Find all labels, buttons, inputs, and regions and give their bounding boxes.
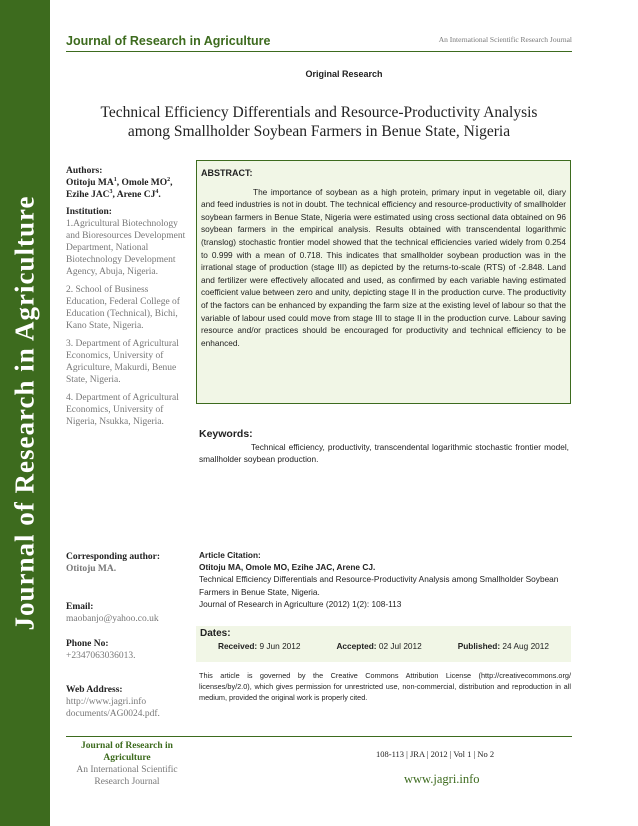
institution-2: 2. School of Business Education, Federal College of Education (Technical), Bichi, Kano State, Nigeria. <box>66 285 180 331</box>
corresponding-label: Corresponding author: <box>66 552 161 562</box>
email-label: Email: <box>66 602 94 612</box>
article-title-line2: among Smallholder Soybean Farmers in Benue State, Nigeria <box>127 123 511 140</box>
corresponding-value: Otitoju MA. <box>66 564 117 574</box>
phone-block <box>66 638 190 662</box>
citation-title: Technical Efficiency Differentials and Resource-Productivity Analysis among Smallholder Soybean Farmers in Benue State, Nigeria. <box>199 574 559 597</box>
license-text: This article is governed by the Creative Commons Attribution License (http://creativecommons.org/ licenses/by/2.0), which gives permission for unrestricted use, non-commercial, distribution and reproduction in all medium, provided the original work is properly cited. <box>199 671 571 702</box>
abstract-box <box>196 160 571 404</box>
abstract-text: The importance of soybean as a high protein, primary input in vegetable oil, diary and feed industries is not in doubt. The technical efficiency and resource-productivity of smallholder soybean farmers in Benue State, Nigeria were estimated using cross sectional data obtained on 96 soybean farmers in the empirical analysis. Results obtained with transcendental logarithmic (translog) stochastic frontier model showed that the technical efficiencies varied widely from 0.254 to 0.999 with a mean of 0.718. This indicates that smallholder soybean production was in the irrational stage of production (stage III) as depicted by the returns-to-scale (RTS) of -2.848. Land and fertilizer were effectively allocated and used, as confirmed by each variable having estimated coefficient value between zero and unity, depicting stage II in the production curve. The productivity of the factors can be enhanced by expanding the farm size at the existing level of labour so that the variable of labour used could move from stage III to stage II in the production curve. Labour saving resource and/or practices should be encouraged for productivity and technical efficiency to be enhanced. <box>201 186 566 348</box>
institution-3: 3. Department of Agricultural Economics, University of Agriculture, Makurdi, Benue State, Nigeria. <box>66 339 179 385</box>
footer-journal-block <box>62 740 192 788</box>
citation-label: Article Citation: <box>199 550 261 560</box>
sidebar-banner <box>0 0 50 826</box>
abstract-label: ABSTRACT: <box>201 168 253 178</box>
institution-4: 4. Department of Agricultural Economics, University of Nigeria, Nsukka, Nigeria. <box>66 393 179 427</box>
dates-box <box>196 626 571 662</box>
header-divider <box>66 51 572 52</box>
email-block <box>66 601 190 625</box>
citation-authors: Otitoju MA, Omole MO, Ezihe JAC, Arene CJ. <box>199 562 376 573</box>
institution-block <box>66 206 190 428</box>
footer-tagline-line2: Research Journal <box>94 777 160 787</box>
web-address-label: Web Address: <box>66 685 123 695</box>
phone-label: Phone No: <box>66 639 109 649</box>
footer-journal-line1: Journal of Research in <box>81 741 173 751</box>
date-published: Published: 24 Aug 2012 <box>457 641 550 651</box>
citation-block <box>199 549 571 610</box>
keywords-block <box>199 428 569 466</box>
web-address-link[interactable]: http://www.jagri.info documents/AG0024.pdf. <box>66 697 160 719</box>
dates-row <box>200 641 567 651</box>
sidebar-journal-name: Journal of Research in Agriculture <box>9 195 40 631</box>
date-received: Received: 9 Jun 2012 <box>217 641 301 651</box>
authors-label: Authors: <box>66 166 103 176</box>
article-title-line1: Technical Efficiency Differentials and Resource-Productivity Analysis <box>100 104 538 121</box>
keywords-label: Keywords: <box>199 428 253 440</box>
institution-label: Institution: <box>66 207 112 217</box>
footer-tagline-line1: An International Scientific <box>76 765 178 775</box>
email-link[interactable]: maobanjo@yahoo.co.uk <box>66 614 159 624</box>
corresponding-author-block <box>66 551 190 575</box>
keywords-text: Technical efficiency, productivity, transcendental logarithmic stochastic frontier model, smallholder soybean production. <box>199 441 569 464</box>
article-type: Original Research <box>305 69 383 79</box>
dates-label: Dates: <box>200 628 231 639</box>
footer-divider <box>66 736 572 737</box>
footer-issue-reference: 108-113 | JRA | 2012 | Vol 1 | No 2 <box>376 749 495 759</box>
date-accepted: Accepted: 02 Jul 2012 <box>336 641 422 651</box>
authors-list: Otitoju $MA^1$, Omole $MO^2$, Ezihe JAC$^3$, Arene $CJ^4$. <box>66 176 173 200</box>
phone-value: +2347063036013. <box>66 651 136 661</box>
institution-1: 1.Agricultural Biotechnology and Bioresources Development Department, National Biotechnology Development Agency, Abuja, Nigeria. <box>66 219 186 277</box>
authors-block <box>66 165 190 201</box>
footer-journal-line2: Agriculture <box>103 753 151 763</box>
article-title <box>66 103 572 141</box>
header-journal-name: Journal of Research in Agriculture <box>66 34 271 48</box>
web-address-block <box>66 684 190 720</box>
header-tagline: An International Scientific Research Journal <box>438 35 572 44</box>
citation-journal: Journal of Research in Agriculture (2012) 1(2): 108-113 <box>199 598 402 609</box>
footer-website-link[interactable]: www.jagri.info <box>404 772 480 786</box>
